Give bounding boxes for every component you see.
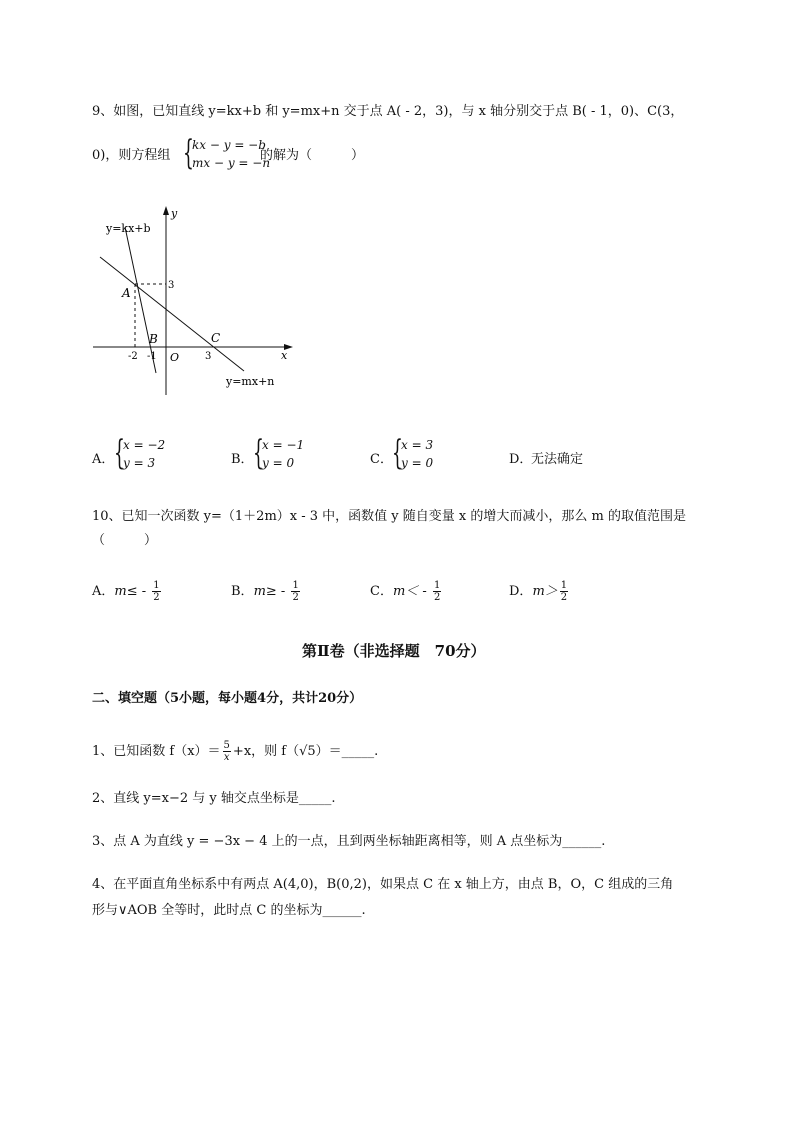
- part2-title: 第Ⅱ卷（非选择题 70分）: [302, 642, 486, 660]
- tick-3-x: 3: [205, 351, 212, 362]
- q9-line2-pre: 0)，则方程组: [92, 148, 171, 163]
- fill-q2: 2、直线 y=x−2 与 y 轴交点坐标是_____.: [92, 791, 336, 806]
- label-mx-n: y=mx+n: [226, 375, 275, 388]
- q10-option-c-text: m＜ -: [392, 584, 431, 599]
- y-axis-arrow-icon: [163, 206, 169, 215]
- q10-option-a-fraction: [152, 580, 160, 603]
- fraction-numerator: 1: [153, 580, 160, 591]
- q9-graph: [88, 205, 308, 405]
- q9-line2-post: 的解为（ ）: [260, 148, 365, 163]
- fraction-denominator: 2: [560, 592, 568, 603]
- brace-icon: {: [392, 433, 403, 473]
- fill-q1-post: ）＝_____.: [315, 744, 379, 759]
- q10-option-a-text: m≤ -: [114, 584, 151, 599]
- q9-option-b-eq2: y = 0: [262, 456, 295, 470]
- q10-option-c-label: C．: [370, 584, 393, 599]
- fraction-denominator: 2: [433, 592, 441, 603]
- fraction-numerator: 1: [292, 580, 299, 591]
- q9-option-c-eq2: y = 0: [401, 456, 434, 470]
- q10-option-b: [231, 580, 302, 603]
- label-C: C: [211, 331, 221, 345]
- q9-option-c-system: [392, 433, 452, 473]
- q10-option-d-label: D．: [509, 584, 533, 599]
- label-A: A: [122, 286, 131, 300]
- q10-option-b-text: m≥ -: [253, 584, 290, 599]
- q10-line2: （ ）: [92, 533, 158, 548]
- q9-option-c-label: C．: [370, 452, 393, 467]
- fill-q4-line1: 4、在平面直角坐标系中有两点 A(4,0)，B(0,2)，如果点 C 在 x 轴上方，由点 B，O，C 组成的三角: [92, 877, 674, 892]
- q10-option-a: [92, 580, 163, 603]
- section2-title: 二、填空题（5小题，每小题4分，共计20分）: [92, 691, 363, 706]
- q9-option-d-text: 无法确定: [531, 452, 584, 467]
- fill-q1-mid: +x，则 f（: [232, 744, 300, 759]
- q9-equation-system: [183, 133, 271, 173]
- label-x-axis: x: [281, 349, 288, 362]
- q10-option-d-text: m＞: [532, 584, 558, 599]
- q9-option-a-system: [114, 433, 174, 473]
- q10-option-a-label: A．: [92, 584, 115, 599]
- fill-q1-sqrt: √5: [299, 744, 316, 759]
- fill-q1: [92, 740, 378, 763]
- q9-eq1: kx − y = −b: [192, 138, 266, 152]
- brace-icon: {: [183, 133, 194, 173]
- q10-option-c-fraction: [433, 580, 441, 603]
- label-kx-b: y=kx+b: [106, 222, 151, 235]
- tick-neg1: -1: [147, 351, 157, 362]
- fraction-denominator: x: [223, 752, 230, 763]
- q10-line1: 10、已知一次函数 y=（1＋2m）x - 3 中，函数值 y 随自变量 x 的增大而减小，那么 m 的取值范围是: [92, 509, 686, 524]
- fraction-numerator: 1: [433, 580, 441, 591]
- label-O: O: [170, 351, 180, 364]
- q9-option-d-label: D．: [509, 452, 533, 467]
- q9-option-b-label: B．: [231, 452, 254, 467]
- q9-option-a-eq2: y = 3: [123, 456, 156, 470]
- tick-neg2: -2: [128, 351, 138, 362]
- fill-q3: 3、点 A 为直线 y = −3x − 4 上的一点，且到两坐标轴距离相等，则 A 点坐标为______.: [92, 834, 606, 849]
- q10-option-d-fraction: [560, 580, 568, 603]
- q10-option-d: [509, 580, 570, 603]
- fill-q1-pre: 1、已知函数 f（x）＝: [92, 744, 221, 759]
- fraction-denominator: 2: [153, 592, 160, 603]
- label-B: B: [149, 332, 158, 346]
- q9-line1: 9、如图，已知直线 y=kx+b 和 y=mx+n 交于点 A( - 2，3)，与 x 轴分别交于点 B( - 1，0)、C(3，: [92, 104, 684, 119]
- label-y-axis: y: [171, 207, 178, 220]
- brace-icon: {: [114, 433, 125, 473]
- q9-option-a-label: A．: [92, 452, 115, 467]
- fraction-numerator: 5: [223, 740, 230, 751]
- brace-icon: {: [253, 433, 264, 473]
- fraction-numerator: 1: [560, 580, 568, 591]
- tick-3-y: 3: [168, 280, 175, 291]
- q9-option-a-eq1: x = −2: [123, 438, 166, 452]
- q10-option-b-fraction: [291, 580, 299, 603]
- fraction-denominator: 2: [292, 592, 299, 603]
- q9-option-c-eq1: x = 3: [401, 438, 434, 452]
- q9-option-b-system: [253, 433, 313, 473]
- q9-eq2: mx − y = −n: [192, 156, 271, 170]
- fill-q1-fraction: [223, 740, 231, 763]
- fill-q4-line2: 形与∨AOB 全等时，此时点 C 的坐标为______.: [92, 903, 366, 918]
- q9-option-b-eq1: x = −1: [262, 438, 305, 452]
- q10-option-c: [370, 580, 443, 603]
- q10-option-b-label: B．: [231, 584, 254, 599]
